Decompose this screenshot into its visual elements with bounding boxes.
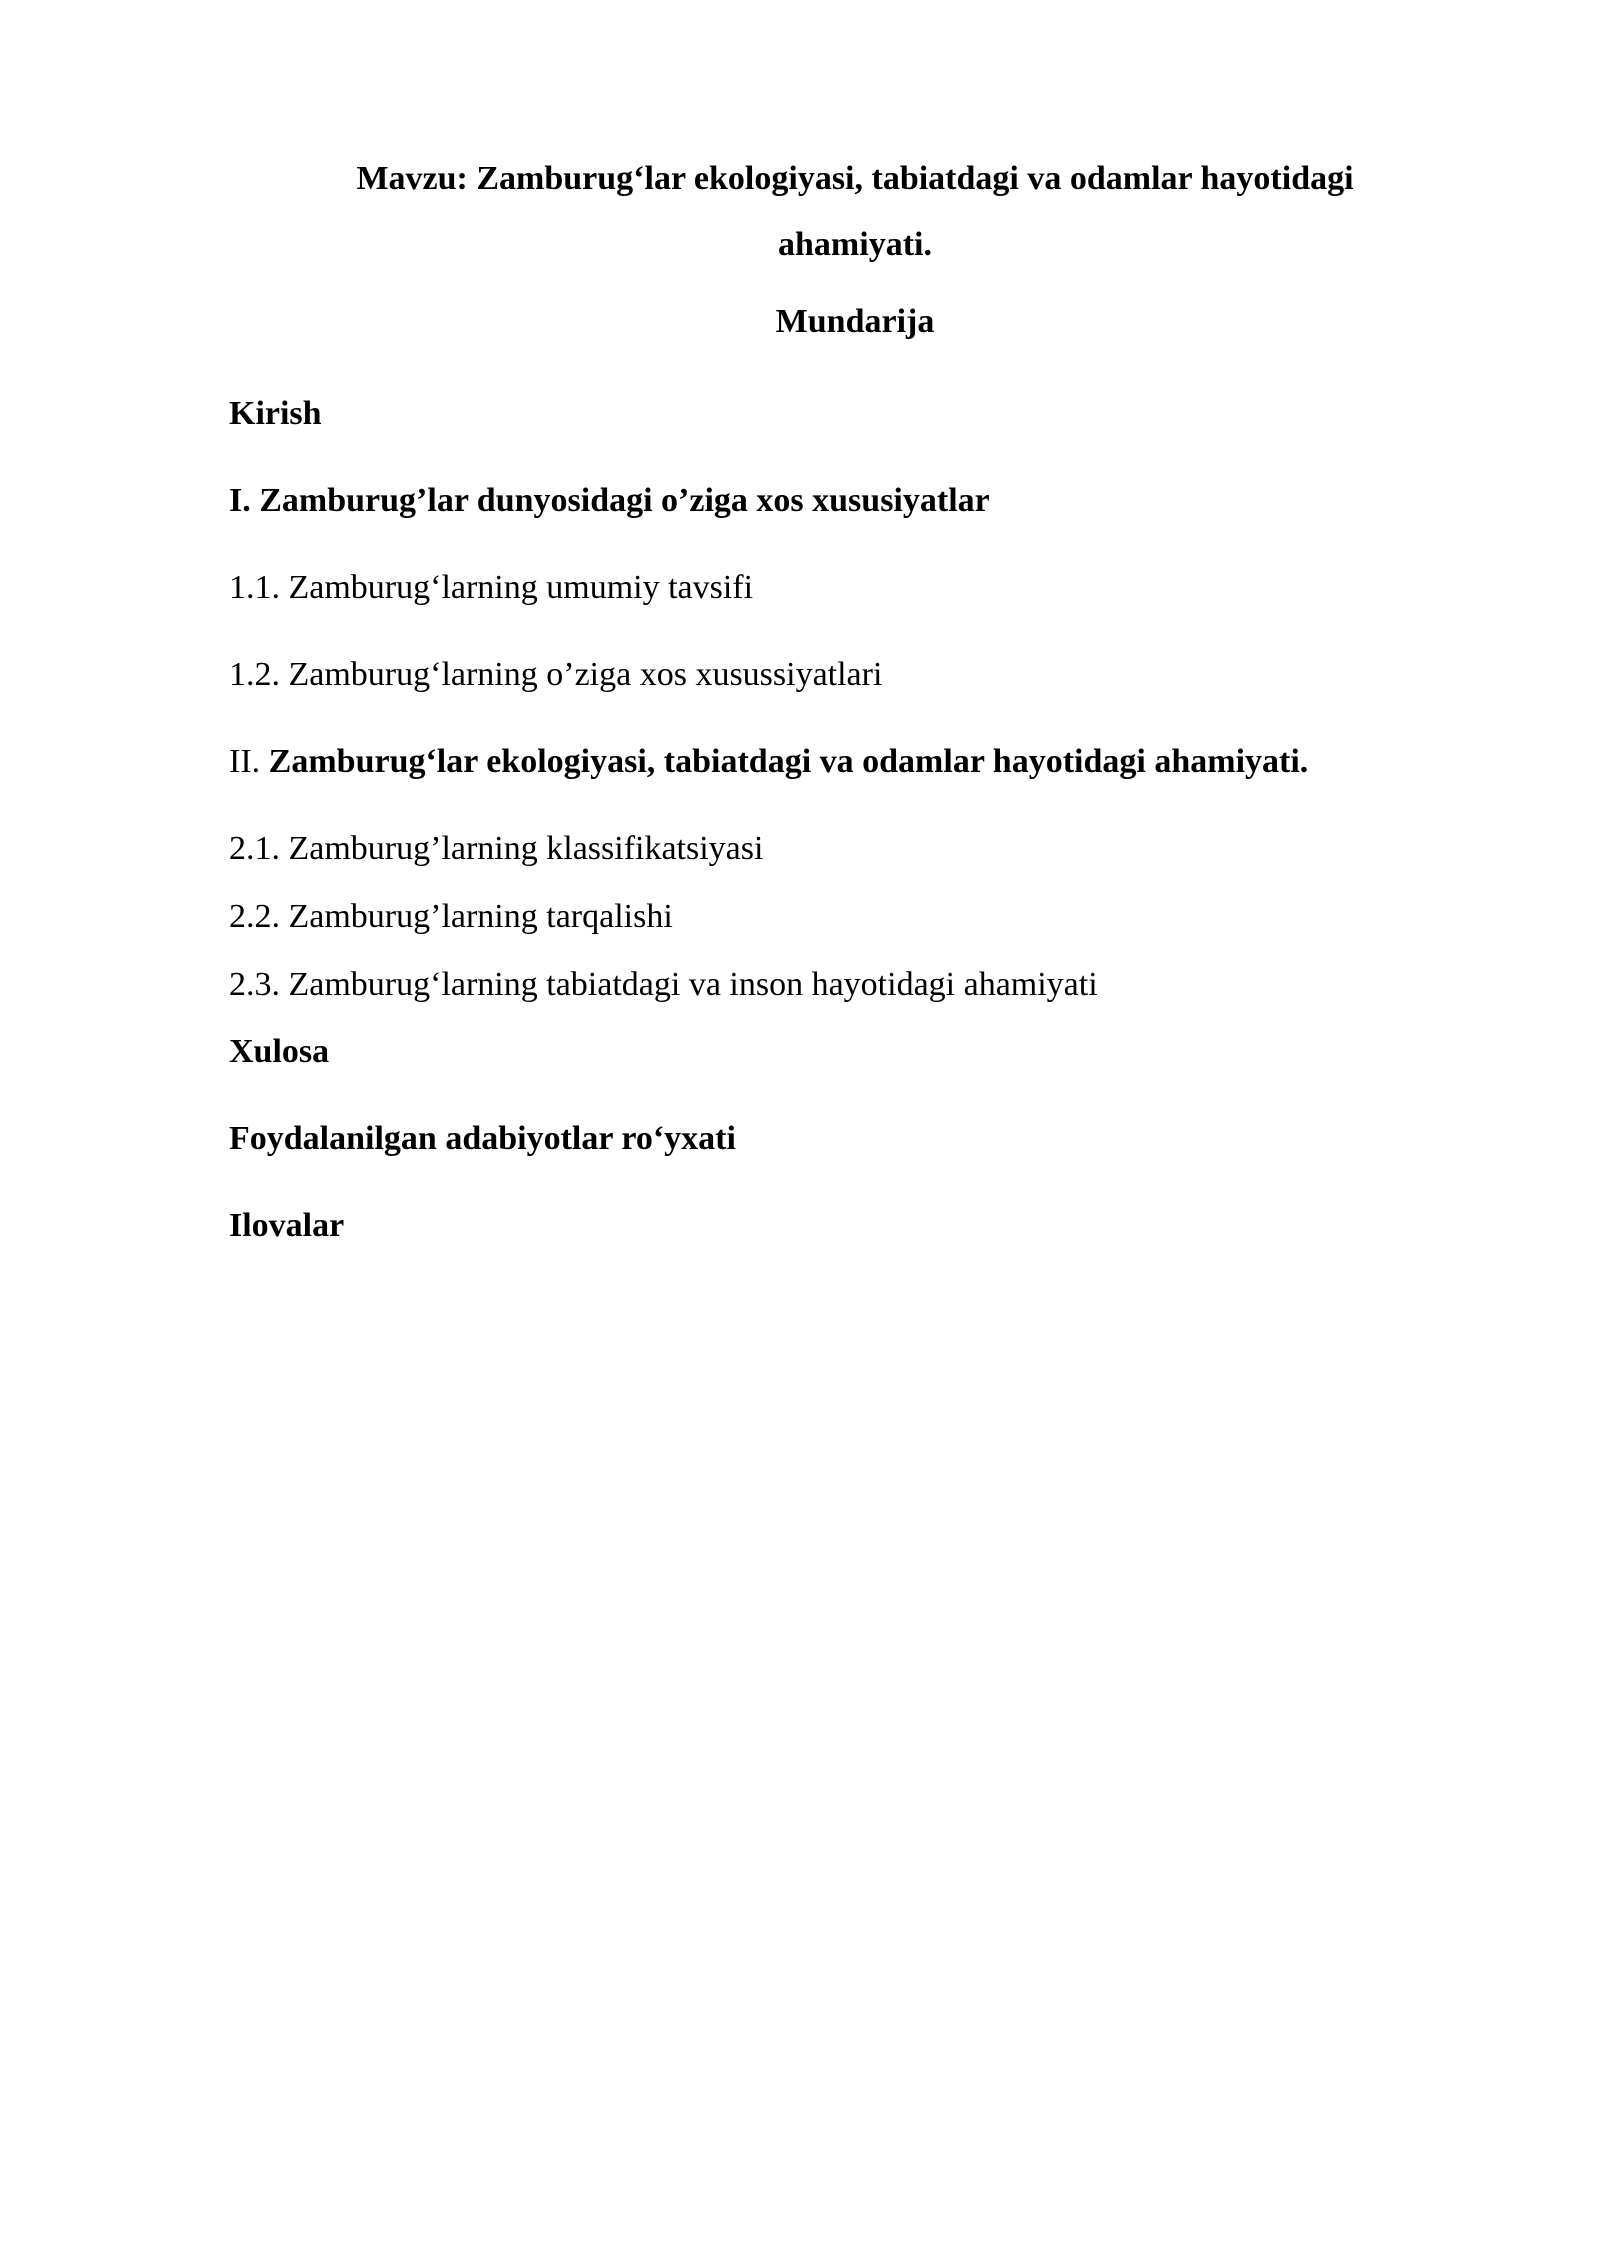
toc-entry-section-2-3: 2.3. Zamburug‘larning tabiatdagi va inson hayotidagi ahamiyati — [229, 966, 1098, 1003]
title-line-2: ahamiyati. — [778, 226, 932, 263]
chapter-2-numeral: II. — [229, 743, 261, 780]
title-line-1: Mavzu: Zamburug‘lar ekologiyasi, tabiatdagi va odamlar hayotidagi — [356, 160, 1354, 197]
toc-heading: Mundarija — [775, 303, 935, 340]
toc-entry-chapter-2 — [229, 740, 1308, 784]
document-title — [260, 146, 1450, 278]
toc-entry-xulosa: Xulosa — [229, 1033, 330, 1070]
toc-entry-section-2-2: 2.2. Zamburug’larning tarqalishi — [229, 898, 673, 935]
toc-entry-adabiyotlar: Foydalanilgan adabiyotlar ro‘yxati — [229, 1120, 736, 1157]
toc-entry-section-1-1: 1.1. Zamburug‘larning umumiy tavsifi — [229, 569, 754, 606]
chapter-2-title: Zamburug‘lar ekologiyasi, tabiatdagi va odamlar hayotidagi ahamiyati. — [268, 743, 1309, 780]
toc-entry-section-1-2: 1.2. Zamburug‘larning o’ziga xos xusussiyatlari — [229, 656, 883, 693]
toc-entry-chapter-1: I. Zamburug’lar dunyosidagi o’ziga xos xususiyatlar — [229, 482, 990, 519]
toc-entry-ilovalar: Ilovalar — [229, 1207, 345, 1244]
toc-entry-section-2-1: 2.1. Zamburug’larning klassifikatsiyasi — [229, 830, 764, 867]
toc-entry-kirish: Kirish — [229, 395, 322, 432]
